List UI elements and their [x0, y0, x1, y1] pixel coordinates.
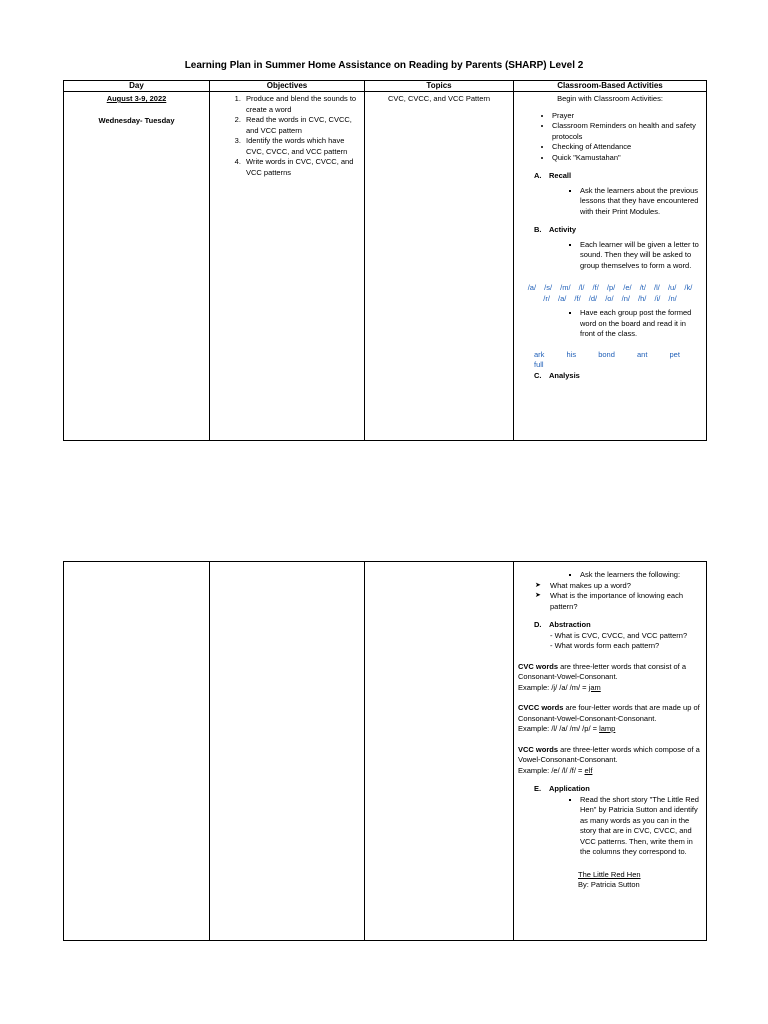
story-reference [578, 870, 702, 891]
header-row [64, 81, 707, 92]
post-item: ▪ Have each group post the formed word on the board and read it in front of the class. [580, 308, 702, 340]
formed-words [534, 350, 702, 371]
header-day: Day [64, 81, 210, 92]
objectives-list [210, 94, 364, 178]
section-analysis: C. Analysis [534, 370, 580, 380]
letter-sounds [518, 283, 702, 304]
activities-cell [514, 92, 707, 441]
lesson-plan-table-page2 [63, 561, 707, 941]
story-author: By: Patricia Sutton [578, 880, 640, 889]
analysis-intro: ▪ Ask the learners the following: [580, 570, 702, 581]
document-title: Learning Plan in Summer Home Assistance on Reading by Parents (SHARP) Level 2 [184, 60, 584, 71]
lesson-weekdays: Wednesday- Tuesday [98, 115, 175, 125]
objective-item: 3. Identify the words which have CVC, CVCC, and VCC pattern [243, 136, 364, 157]
section-abstraction: D. Abstraction [534, 620, 591, 629]
cvcc-definition: CVCC words are four-letter words that are made up of Consonant-Vowel-Consonant-Consonant. Example: /l/ /a/ /m/ /p/ = lamp [518, 703, 700, 733]
application-item: ▪ Read the short story "The Little Red Hen" by Patricia Sutton and identify as many words as you can in the story that are in CVC, CVCC, and VCC patterns. Then, write them in the columns they correspond to. [580, 795, 702, 858]
cvc-definition: CVC words are three-letter words that consist of a Consonant-Vowel-Consonant. Example: /j/ /a/ /m/ = jam [518, 661, 686, 692]
analysis-questions [518, 581, 702, 613]
activities-intro: Begin with Classroom Activities: [557, 94, 663, 103]
sounds-line: /r/ /a/ /f/ /d/ /o/ /n/ /h/ /i/ /n/ [543, 293, 677, 303]
lesson-plan-table-page1 [63, 80, 707, 441]
day-cell [64, 92, 210, 441]
list-item: • Checking of Attendance [552, 142, 702, 153]
story-title: The Little Red Hen [578, 869, 641, 879]
opening-activities-list [518, 111, 702, 164]
objectives-cell-empty [210, 562, 365, 941]
question-item: ➤ What is the importance of knowing each pattern? [550, 591, 702, 612]
day-cell-empty [64, 562, 210, 941]
word: full [534, 360, 544, 369]
objectives-cell [210, 92, 365, 441]
vcc-definition: VCC words are three-letter words which compose of a Vowel-Consonant-Consonant. Example: /e/ /l/ /f/ = elf [518, 744, 700, 775]
question-item: ➤ What makes up a word? [550, 581, 702, 592]
list-item: • Prayer [552, 111, 702, 122]
recall-item: ▪ Ask the learners about the previous lessons that they have encountered with their Print Modules. [580, 186, 702, 218]
activities-cell-continued [514, 562, 707, 941]
objective-item: 4. Write words in CVC, CVCC, and VCC patterns [243, 157, 364, 178]
sounds-line: /a/ /s/ /m/ /l/ /f/ /p/ /e/ /t/ /l/ /u/ /k/ [527, 283, 693, 292]
abstraction-line: - What is CVC, CVCC, and VCC pattern? [550, 630, 688, 640]
section-activity: B. Activity [534, 225, 577, 234]
header-activities: Classroom-Based Activities [514, 81, 707, 92]
word: bond [598, 349, 615, 359]
section-application: E. Application [534, 784, 590, 793]
lesson-date: August 3-9, 2022 [106, 94, 167, 103]
topics-cell-empty [365, 562, 514, 941]
header-objectives: Objectives [210, 81, 365, 92]
word: his [566, 349, 577, 359]
list-item: • Quick "Kamustahan" [552, 153, 702, 164]
section-recall: A. Recall [534, 171, 572, 180]
lesson-row-continued [64, 562, 707, 941]
word: pet [669, 349, 680, 359]
lesson-row [64, 92, 707, 441]
word: ark [534, 349, 545, 359]
word: ant [636, 349, 648, 359]
list-item: • Classroom Reminders on health and safety protocols [552, 121, 702, 142]
activity-item: ▪ Each learner will be given a letter to sound. Then they will be asked to group themselves to form a word. [580, 240, 702, 272]
abstraction-line: - What words form each pattern? [550, 641, 660, 650]
objective-item: 1. Produce and blend the sounds to create a word [243, 94, 364, 115]
header-topics: Topics [365, 81, 514, 92]
topics-cell: CVC, CVCC, and VCC Pattern [365, 92, 514, 441]
objective-item: 2. Read the words in CVC, CVCC, and VCC pattern [243, 115, 364, 136]
